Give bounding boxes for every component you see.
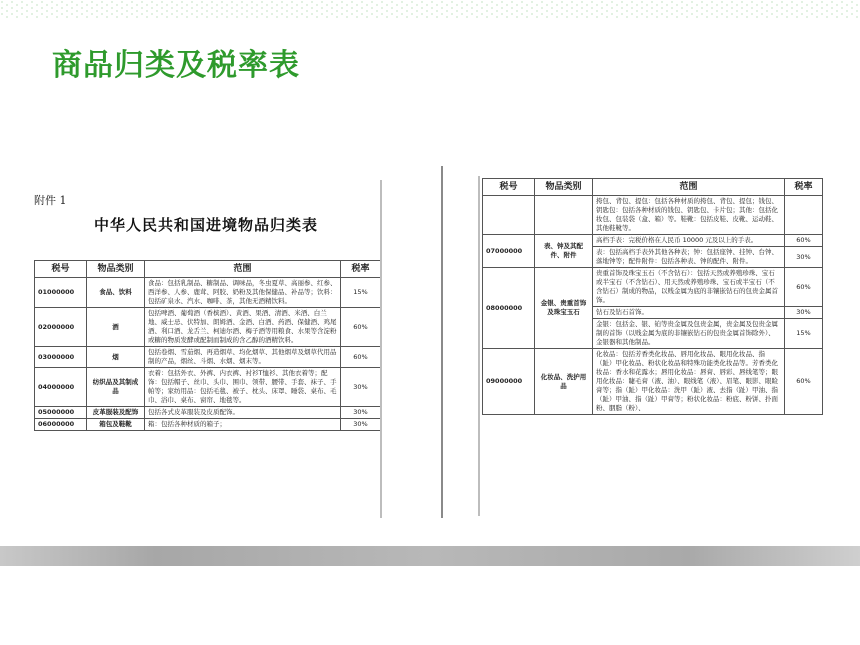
table-row	[35, 368, 381, 407]
scope: 贵重首饰及珠宝玉石（不含钻石）：包括天然或养殖珍珠、宝石或半宝石（不含钻石）、用天然或养殖珍珠、宝石或半宝石（不含钻石）制成的物品，以贱金属为底的非镶嵌钻石的包贵金属首饰。	[593, 268, 785, 307]
header-category: 物品类别	[87, 261, 145, 278]
table-row	[35, 308, 381, 347]
category	[535, 196, 593, 235]
classification-table-left	[34, 260, 381, 431]
table-header-row	[35, 261, 381, 278]
rate: 60%	[785, 349, 823, 415]
classification-table-right	[482, 178, 823, 415]
table-row	[483, 235, 823, 247]
page-divider	[441, 166, 443, 518]
bottom-gray-band	[0, 546, 860, 566]
header-tax-code: 税号	[35, 261, 87, 278]
tax-code: 09000000	[483, 349, 535, 415]
table-row	[35, 419, 381, 431]
header-rate: 税率	[785, 179, 823, 196]
left-document-page	[30, 180, 382, 518]
tax-code: 05000000	[35, 407, 87, 419]
table-row	[35, 407, 381, 419]
tax-code	[483, 196, 535, 235]
tax-code: 06000000	[35, 419, 87, 431]
document-title: 中华人民共和国进境物品归类表	[93, 216, 318, 234]
table-row	[35, 347, 381, 368]
scope: 表：包括高档手表外其他各种表；钟：包括座钟、挂钟、台钟、落地钟等；配件附件：包括各种表、钟的配件、附件。	[593, 247, 785, 268]
rate: 60%	[785, 268, 823, 307]
table-row	[35, 278, 381, 308]
rate: 30%	[341, 407, 381, 419]
category: 食品、饮料	[87, 278, 145, 308]
header-rate: 税率	[341, 261, 381, 278]
header-scope: 范围	[593, 179, 785, 196]
scope: 包括卷烟、雪茄烟、再造烟草、均化烟草、其他烟草及烟草代用品制的产品，烟丝、斗烟、水烟、烟末等。	[145, 347, 341, 368]
dotted-pattern	[0, 0, 860, 18]
rate: 15%	[785, 319, 823, 349]
rate: 30%	[341, 368, 381, 407]
table-header-row	[483, 179, 823, 196]
category: 纺织品及其制成品	[87, 368, 145, 407]
rate: 15%	[341, 278, 381, 308]
scope: 化妆品：包括芳香类化妆品、唇用化妆品、眼用化妆品、指（趾）甲化妆品、粉状化妆品和特殊功能类化妆品等。芳香类化妆品：香水和花露水；唇用化妆品：唇膏、唇彩、唇线笔等；眼用化妆品：睫毛膏（液、油）、眼线笔（液）、眉笔、眼影、眼睑膏等；指（趾）甲化妆品：洗甲（趾）液、去指（趾）甲油、指（趾）甲油、指（趾）甲膏等；粉状化妆品：粉底、粉饼、扑面粉、胭脂（粉）、	[593, 349, 785, 415]
slide-title: 商品归类及税率表	[52, 48, 300, 83]
scope: 钻石及钻石首饰。	[593, 307, 785, 319]
rate	[785, 196, 823, 235]
category: 皮革服装及配饰	[87, 407, 145, 419]
rate: 60%	[785, 235, 823, 247]
scope: 食品：包括乳制品、糖制品、调味品，冬虫夏草、高丽参、红参、西洋参、人参、鹿茸、阿胶、奶粉及其他保健品、补品等；饮料：包括矿泉水、汽水、咖啡、茶，其他无酒精饮料。	[145, 278, 341, 308]
table-row	[483, 196, 823, 235]
table-row	[483, 349, 823, 415]
tax-code: 03000000	[35, 347, 87, 368]
scope: 箱：包括各种材质的箱子；	[145, 419, 341, 431]
tax-code: 01000000	[35, 278, 87, 308]
category: 表、钟及其配件、附件	[535, 235, 593, 268]
scope: 金银：包括金、银、铂等贵金属及包贵金属，贵金属及包贵金属制的首饰（以贱金属为底的非镶嵌钻石的包贵金属首饰除外）、金银器和其他制品。	[593, 319, 785, 349]
tax-code: 04000000	[35, 368, 87, 407]
tax-code: 07000000	[483, 235, 535, 268]
category: 箱包及鞋靴	[87, 419, 145, 431]
rate: 60%	[341, 347, 381, 368]
rate: 30%	[785, 307, 823, 319]
header-category: 物品类别	[535, 179, 593, 196]
category: 酒	[87, 308, 145, 347]
category: 烟	[87, 347, 145, 368]
rate: 30%	[785, 247, 823, 268]
right-document-page	[478, 176, 823, 516]
scope: 高档手表：完税价格在人民币 10000 元及以上的手表。	[593, 235, 785, 247]
scope: 挎包、背包、提包：包括各种材质的挎包、背包、提包；钱包、钥匙包：包括各种材质的钱包、钥匙包、卡片包；其他：包括化妆包、包装袋（盒、箱）等。鞋靴：包括皮鞋、皮靴、运动鞋、其他鞋靴等。	[593, 196, 785, 235]
scope: 包括啤酒、葡萄酒（香槟酒）、黄酒、果酒、清酒、米酒、白兰地、威士忌、伏特加、朗姆酒、金酒、白酒、药酒、保健酒、鸡尾酒、利口酒、龙舌兰、柯迪尔酒、梅子酒等用粮食、水果等含淀粉或糖的物质发酵或配制而制成的含乙醇的酒精饮料。	[145, 308, 341, 347]
tax-code: 02000000	[35, 308, 87, 347]
scope: 衣着：包括外衣、外裤、内衣裤、衬衫T恤衫、其他衣着等；配饰：包括帽子、丝巾、头巾、围巾、领带、腰带、手套、袜子、手帕等；家纺用品：包括毛毯、被子、枕头、床罩、睡袋、桌布、毛巾、浴巾、桌布、窗帘、地毯等。	[145, 368, 341, 407]
header-scope: 范围	[145, 261, 341, 278]
rate: 30%	[341, 419, 381, 431]
table-row	[483, 268, 823, 307]
scope: 包括各式皮革服装及皮质配饰。	[145, 407, 341, 419]
category: 化妆品、洗护用品	[535, 349, 593, 415]
tax-code: 08000000	[483, 268, 535, 349]
annex-label: 附件 1	[34, 194, 67, 207]
top-dotted-band	[0, 0, 860, 18]
category: 金银、贵重首饰及珠宝玉石	[535, 268, 593, 349]
rate: 60%	[341, 308, 381, 347]
header-tax-code: 税号	[483, 179, 535, 196]
